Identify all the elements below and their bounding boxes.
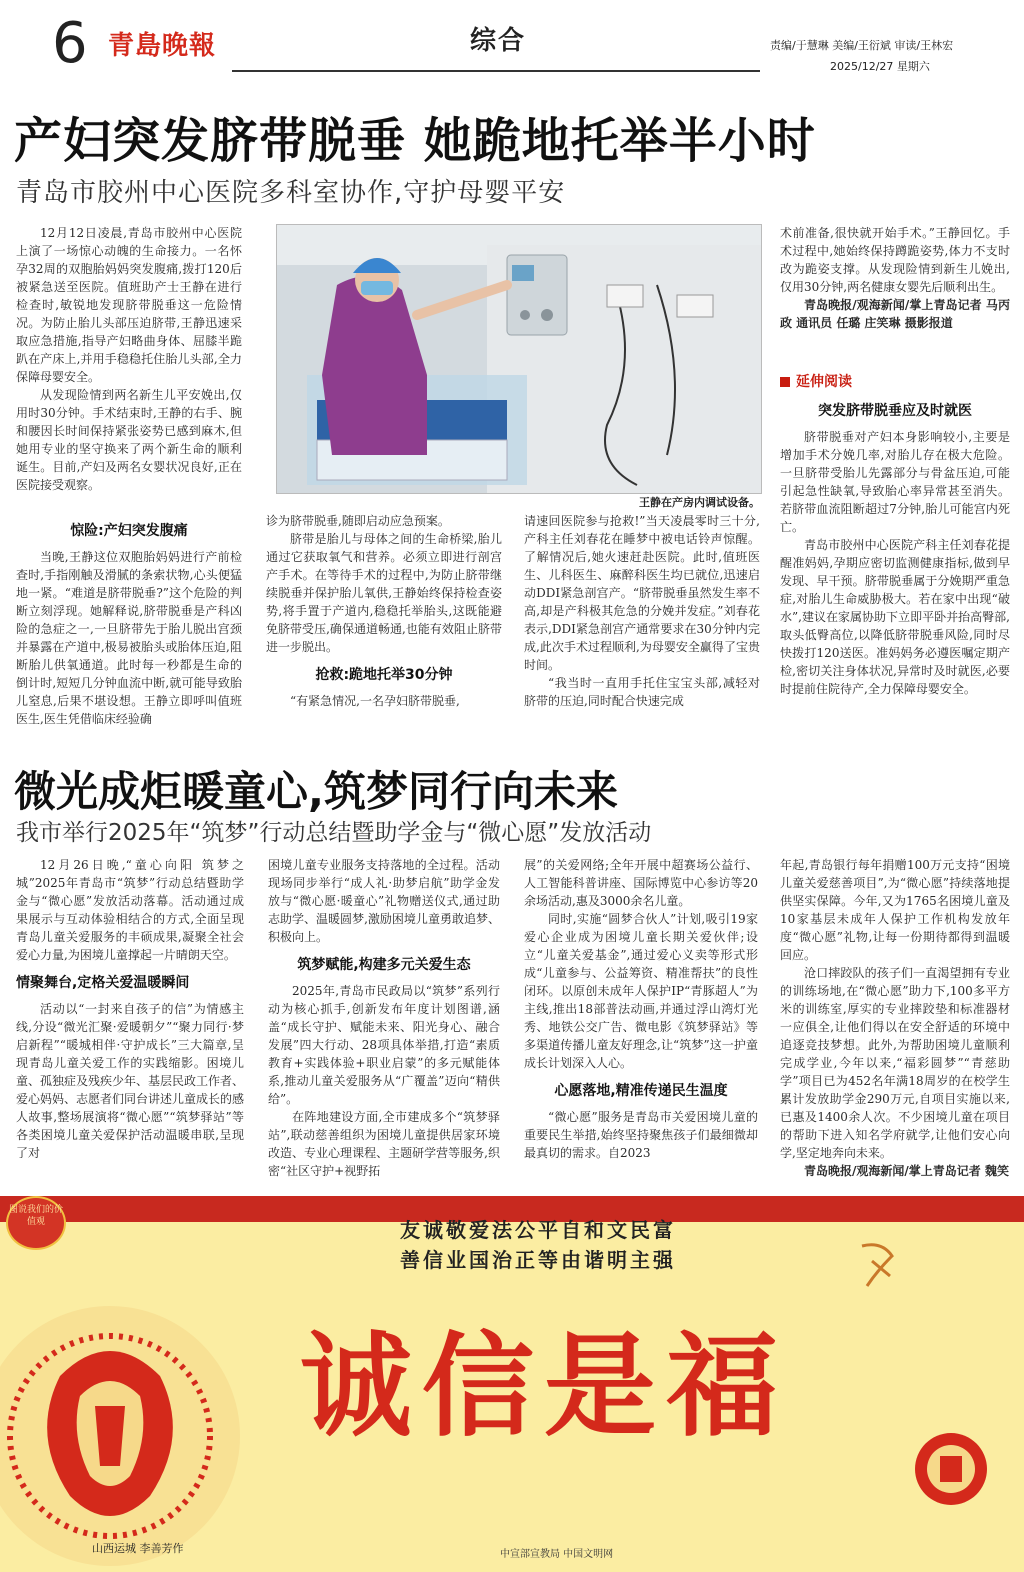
article1-col2-text1: 诊为脐带脱垂,随即启动应急预案。 [266,514,450,528]
article1-lead-para2: 从发现险情到两名新生儿平安娩出,仅用时30分钟。手术结束时,王静的右手、腕和腰因长时间保持紧张姿势已感到麻木,但她用专业的坚守换来了两个新生命的顺利诞生。目前,产妇及两名女婴状况良好,正在医院接受观察。 [16,388,242,492]
article2-subheadline: 我市举行2025年“筑梦”行动总结暨助学金与“微心愿”发放活动 [16,820,652,846]
papercut-fu-icon [0,1286,260,1572]
values-badge: 图说我们的价值观 [6,1196,66,1250]
article1-col3-text2: “我当时一直用手托住宝宝头部,减轻对脐带的压迫,同时配合快速完成 [524,676,760,708]
sidebar-title: 突发脐带脱垂应及时就医 [818,403,972,419]
article1-photo [276,224,762,494]
issue-date: 2025/12/27 星期六 [830,60,930,73]
square-bullet-icon [780,377,790,387]
article2-col4-text2: 沧口摔跤队的孩子们一直渴望拥有专业的训练场地,在“微心愿”助力下,100多平方米的训练室,厚实的专业摔跤垫和标准器材一应俱全,让他们得以在安全舒适的环境中追逐竞技梦想。此外,为帮助困境儿童顺利完成学业,今年以来,“福彩圆梦”“青慈助学”项目已为452名年满18周岁的在校学生累计发放助学金290万元,自项目实施以来,已惠及1400余人次。不少困境儿童在项目的帮助下进入知名学府就学,让他们安心向学,坚定地奔向未来。 [780,966,1010,1160]
article1-col2-text2: 脐带是胎儿与母体之间的生命桥梁,胎儿通过它获取氧气和营养。必须立即进行剖宫产手术。在等待手术的过程中,为防止脐带继续脱垂并保护胎儿氧供,王静始终保持检查姿势,将手置于产道内,稳稳托举胎头,这既能避免脐带受压,确保通道畅通,也能有效阻止脐带进一步脱出。 [266,532,502,654]
article2-col3-text2: 同时,实施“圆梦合伙人”计划,吸引19家爱心企业成为困境儿童长期关爱伙伴;设立“儿童关爱基金”,通过爱心义卖等形式形成“儿童参与、公益筹资、精准帮扶”的良性闭环。以原创未成年人保护IP“青豚超人”为主线,推出18部普法动画,并通过浮山湾灯光秀、地铁公交广告、微电影《筑梦驿站》等多渠道传播儿童友好理念,让“筑梦”这一护童成长计划深入人心。 [524,912,758,1070]
article2-col4 [780,856,1010,1186]
poster-main-title: 诚信是福 [300,1321,788,1452]
article1-col4-text: 术前准备,很快就开始手术。”王静回忆。手术过程中,她始终保持蹲跪姿势,体力不支时改为跪姿支撑。从发现险情到新生儿娩出,仅用30分钟,两名健康女婴先后顺利出生。 [780,226,1010,294]
article1-subhead-b: 抢救:跪地托举30分钟 [315,667,453,683]
article2-subhead-c: 心愿落地,精准传递民生温度 [554,1083,728,1099]
masthead-logo: 青島晚報 [108,31,217,61]
photo-caption: 王静在产房内调试设备。 [639,496,760,509]
article1-col3-text1: 请速回医院参与抢救!”当天凌晨零时三十分,产科主任刘春花在睡梦中被电话铃声惊醒。了解情况后,她火速赶赴医院。此时,值班医生、儿科医生、麻醉科医生均已就位,迅速启动DDI紧急剖宫产。“脐带脱垂虽然发生率不高,却是产科极其危急的分娩并发症。”刘春花表示,DDI紧急剖宫产通常要求在30分钟内完成,此次手术过程顺利,为母婴安全赢得了宝贵时间。 [524,514,760,672]
article1-byline: 青岛晚报/观海新闻/掌上青岛记者 马丙政 通讯员 任璐 庄笑琳 摄影报道 [780,298,1010,330]
poster-artist-credit: 山西运城 李善芳作 [92,1542,184,1555]
article1-subhead-a: 惊险:产妇突发腹痛 [70,523,188,539]
article1-headline: 产妇突发脐带脱垂 她跪地托举半小时 [14,113,816,169]
section-title: 综合 [470,26,527,56]
article1-col2 [266,512,502,752]
article1-col2-text3: “有紧急情况,一名孕妇脐带脱垂, [290,694,460,708]
article2-col3 [524,856,758,1186]
article1-col4 [780,224,1010,374]
editor-credits: 责编/于慧琳 美编/王衍斌 审读/王林宏 [770,39,954,52]
public-service-poster [0,1196,1024,1572]
article1-lead [16,224,242,514]
article2-col4-text1: 年起,青岛银行每年捐赠100万元支持“困境儿童关爱慈善项目”,为“微心愿”持续落地提供坚实保障。今年,又为1765名困境儿童及10家基层未成年人保护工作机构发放年度“微心愿”礼物,让每一份期待都得到温暖回应。 [780,858,1010,962]
article2-col3-text3: “微心愿”服务是青岛市关爱困境儿童的重要民生举措,始终坚持聚焦孩子们最细微却最真切的需求。自2023 [524,1110,758,1160]
values-slogan-line1: 友诚敬爱法公平自和文民富 [400,1218,676,1242]
poster-footer-credit: 中宣部宣教局 中国文明网 [500,1549,614,1560]
article2-subhead-b: 筑梦赋能,构建多元关爱生态 [297,957,471,973]
article2-col2-text1: 困境儿童专业服务支持落地的全过程。活动现场同步举行“成人礼·助梦启航”助学金发放与“微心愿·暖童心”礼物赠送仪式,通过助志助学、温暖圆梦,激励困境儿童勇敢追梦、积极向上。 [268,858,500,944]
delivery-room-photo-icon [277,225,762,494]
article1-lead-para1: 12月12日凌晨,青岛市胶州中心医院上演了一场惊心动魄的生命接力。一名怀孕32周的双胞胎妈妈突发腹痛,拨打120后被紧急送至医院。值班助产士王静在进行检查时,敏锐地发现脐带脱垂这一危险情况。为防止胎儿头部压迫脐带,王静迅速采取应急措施,指导产妇略曲身体、屈膝半跪趴在产床上,并用手稳稳托住胎儿头部,全力保障母婴安全。 [16,226,242,384]
values-slogan-line2: 善信业国治正等由谐明主强 [400,1248,676,1272]
article1-subheadline: 青岛市胶州中心医院多科室协作,守护母婴平安 [16,178,566,208]
sidebar-text1: 脐带脱垂对产妇本身影响较小,主要是增加手术分娩几率,对胎儿存在极大危险。一旦脐带受胎儿先露部分与骨盆压迫,可能引起急性缺氧,导致胎心率异常甚至消失。若脐带血流阻断超过7分钟,胎儿可能宫内死亡。 [780,430,1010,534]
article2-col1-text: 活动以“一封来自孩子的信”为情感主线,分设“微光汇聚·爱暖朝夕”“聚力同行·梦启新程”“暖城相伴·守护成长”三大篇章,呈现青岛儿童关爱工作的实践缩影。困境儿童、孤独症及残疾少年、基层民政工作者、爱心妈妈、志愿者们同台讲述儿童成长的感人故事,整场展演将“微心愿”“筑梦驿站”等各类困境儿童关爱保护活动温暖串联,呈现了对 [16,1002,244,1160]
article2-col1 [16,856,244,1186]
calligraphy-seal-icon [852,1236,902,1296]
sidebar-kicker-label: 延伸阅读 [796,374,852,390]
article2-col2-text2: 2025年,青岛市民政局以“筑梦”系列行动为核心抓手,创新发布年度计划图谱,涵盖“成长守护、赋能未来、阳光身心、融合发展”四大行动、28项具体举措,打造“素质教育+实践体验+职业启蒙”的多元赋能体系,推动儿童关爱服务从“广覆盖”迈向“精供给”。 [268,984,500,1106]
article2-subhead-a: 情聚舞台,定格关爱温暖瞬间 [16,975,190,991]
article2-lead: 12月26日晚,“童心向阳 筑梦之城”2025年青岛市“筑梦”行动总结暨助学金与“微心愿”发放活动落幕。活动通过成果展示与互动体验相结合的方式,全面呈现青岛儿童关爱服务的丰硕成果,凝聚全社会爱心力量,为困境儿童撑起一片晴朗天空。 [16,858,244,962]
sidebar-text2: 青岛市胶州中心医院产科主任刘春花提醒准妈妈,孕期应密切监测健康指标,做到早发现、早干预。脐带脱垂属于分娩期严重急症,对胎儿生命威胁极大。若在家中出现“破水”,建议在家属协助下立即平卧并抬高臀部,取头低臀高位,以降低脐带脱垂风险,同时尽快拨打120送医。准妈妈务必遵医嘱定期产检,密切关注身体状况,异常时及时就医,必要时提前住院待产,全力保障母婴安全。 [780,538,1010,696]
article1-col1 [16,512,242,752]
article1-col3 [524,512,760,752]
article1-col1-text: 当晚,王静这位双胞胎妈妈进行产前检查时,手指刚触及滑腻的条索状物,心头便猛地一紧。“难道是脐带脱垂?”这个危险的判断立刻浮现。她解释说,脐带脱垂是产科凶险的急症之一,一旦脐带先于胎儿脱出宫颈并暴露在产道中,极易被胎头或胎体压迫,阻断胎儿供氧通道。此时每一秒都是生命的倒计时,短短几分钟血流中断,就可能导致胎儿窒息,后果不堪设想。王静立即呼叫值班医生,医生凭借临床经验确 [16,550,242,726]
papercut-medallion-icon [912,1430,990,1508]
sidebar-kicker [780,372,1010,392]
page-number: 6 [52,11,88,76]
article2-col2 [268,856,500,1186]
article2-headline: 微光成炬暖童心,筑梦同行向未来 [14,767,618,816]
article2-col3-text1: 展”的关爱网络;全年开展中超赛场公益行、人工智能科普讲座、国际博览中心参访等20余场活动,惠及3000余名儿童。 [524,858,758,908]
article2-byline: 青岛晚报/观海新闻/掌上青岛记者 魏笑 [804,1164,1009,1178]
sidebar-box [780,366,1010,756]
article2-col2-text3: 在阵地建设方面,全市建成多个“筑梦驿站”,联动慈善组织为困境儿童提供居家环境改造、专业心理课程、主题研学营等服务,织密“社区守护+视野拓 [268,1110,500,1178]
header-rule [232,70,760,72]
